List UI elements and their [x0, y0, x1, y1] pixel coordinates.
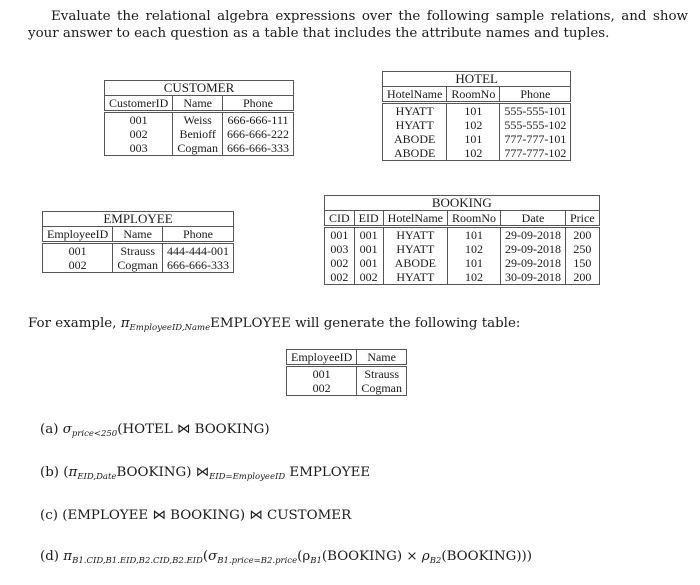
cell: 101	[447, 132, 500, 146]
join-subscript: EID=EmployeeID	[209, 472, 286, 482]
question-b	[40, 465, 370, 482]
cell: ABODE	[383, 256, 447, 270]
intro-paragraph	[28, 8, 688, 42]
table-row	[383, 146, 571, 161]
cell: 002	[287, 381, 357, 396]
booking-title: BOOKING	[325, 196, 600, 211]
cell: Strauss	[113, 243, 163, 259]
cell: 200	[566, 270, 600, 285]
column-header: Phone	[162, 227, 233, 243]
table-row	[287, 381, 407, 396]
table-row	[325, 270, 600, 285]
cell: 666-666-111	[223, 112, 294, 128]
cell: 003	[105, 141, 173, 156]
cell: 555-555-101	[500, 103, 571, 119]
hotel-title: HOTEL	[383, 72, 571, 87]
cell: 29-09-2018	[501, 242, 566, 256]
example-result-table	[286, 349, 407, 396]
table-row	[287, 366, 407, 382]
column-header: HotelName	[383, 87, 447, 103]
projection-subscript: B1.CID,B1.EID,B2.CID,B2.EID	[72, 556, 203, 566]
question-expression-part1: (BOOKING) ×	[321, 549, 422, 564]
projection-symbol: π	[63, 549, 73, 564]
cell: 001	[105, 112, 173, 128]
column-header: EmployeeID	[43, 227, 113, 243]
cell: 102	[447, 270, 500, 285]
cell: HYATT	[383, 270, 447, 285]
rename-symbol-1: (ρ	[297, 549, 311, 564]
table-row	[43, 243, 234, 259]
projection-subscript: EID,Date	[77, 472, 117, 482]
column-header: EmployeeID	[287, 350, 357, 366]
table-row	[325, 256, 600, 270]
open-paren: (	[202, 549, 209, 564]
cell: 666-666-333	[162, 258, 233, 273]
example-prefix: For example,	[28, 316, 121, 331]
join-symbol: ⋈	[195, 465, 210, 480]
table-row	[43, 258, 234, 273]
column-header: Price	[566, 211, 600, 227]
question-a	[40, 422, 270, 439]
cell: Cogman	[173, 141, 223, 156]
cell: Weiss	[173, 112, 223, 128]
cell: Benioff	[173, 127, 223, 141]
column-header: Name	[173, 96, 223, 112]
cell: 002	[354, 270, 383, 285]
cell: 250	[566, 242, 600, 256]
cell: HYATT	[383, 118, 447, 132]
cell: 102	[447, 242, 500, 256]
cell: Cogman	[113, 258, 163, 273]
question-label: (b)	[40, 465, 60, 480]
customer-table	[104, 80, 294, 156]
question-expression: (HOTEL ⋈ BOOKING)	[117, 422, 270, 437]
projection-symbol: π	[68, 465, 78, 480]
projection-subscript: EmployeeID,Name	[129, 323, 211, 333]
cell: 666-666-222	[223, 127, 294, 141]
cell: ABODE	[383, 146, 447, 161]
question-expression-tail: EMPLOYEE	[285, 465, 371, 480]
intro-text: Evaluate the relational algebra expressions over the following sample relations, and show your answer to each question as a table that includes the attribute names and tuples.	[28, 9, 688, 41]
cell: Cogman	[357, 381, 407, 396]
cell: 002	[105, 127, 173, 141]
employee-title: EMPLOYEE	[43, 212, 234, 227]
column-header: CustomerID	[105, 96, 173, 112]
cell: 101	[447, 227, 500, 243]
question-expression-part2: (BOOKING)))	[441, 549, 532, 564]
question-expression: (EMPLOYEE ⋈ BOOKING) ⋈ CUSTOMER	[62, 508, 352, 523]
cell: 102	[447, 118, 500, 132]
cell: 001	[354, 227, 383, 243]
cell: 777-777-102	[500, 146, 571, 161]
cell: 666-666-333	[223, 141, 294, 156]
table-row	[325, 227, 600, 243]
rename-subscript-1: B1	[310, 556, 322, 566]
table-row	[105, 141, 294, 156]
column-header: CID	[325, 211, 355, 227]
cell: 001	[325, 227, 355, 243]
cell: 29-09-2018	[501, 227, 566, 243]
customer-title: CUSTOMER	[105, 81, 294, 96]
cell: HYATT	[383, 227, 447, 243]
question-label: (a)	[40, 422, 59, 437]
selection-subscript: price<250	[71, 429, 118, 439]
cell: 30-09-2018	[501, 270, 566, 285]
table-row	[383, 103, 571, 119]
table-row	[383, 132, 571, 146]
cell: 150	[566, 256, 600, 270]
column-header: Name	[113, 227, 163, 243]
cell: 102	[447, 146, 500, 161]
selection-symbol: σ	[62, 422, 72, 437]
cell: 101	[447, 256, 500, 270]
question-c	[40, 508, 351, 523]
cell: 001	[354, 256, 383, 270]
cell: HYATT	[383, 242, 447, 256]
cell: 777-777-101	[500, 132, 571, 146]
question-d	[40, 549, 532, 566]
column-header: Date	[501, 211, 566, 227]
column-header: Phone	[500, 87, 571, 103]
table-row	[383, 118, 571, 132]
hotel-table	[382, 71, 571, 161]
column-header: RoomNo	[447, 211, 500, 227]
cell: Strauss	[357, 366, 407, 382]
cell: HYATT	[383, 103, 447, 119]
table-row	[105, 127, 294, 141]
column-header: HotelName	[383, 211, 447, 227]
employee-table	[42, 211, 234, 273]
cell: 002	[325, 256, 355, 270]
cell: 29-09-2018	[501, 256, 566, 270]
cell: 555-555-102	[500, 118, 571, 132]
cell: 002	[43, 258, 113, 273]
open-paren: (	[63, 465, 69, 480]
column-header: Phone	[223, 96, 294, 112]
cell: 200	[566, 227, 600, 243]
cell: 101	[447, 103, 500, 119]
cell: ABODE	[383, 132, 447, 146]
rename-symbol-2: ρ	[421, 549, 430, 564]
example-suffix: EMPLOYEE will generate the following table:	[210, 316, 521, 331]
cell: 444-444-001	[162, 243, 233, 259]
rename-subscript-2: B2	[429, 556, 442, 566]
selection-symbol: σ	[208, 549, 218, 564]
question-label: (d)	[40, 549, 60, 564]
cell: 001	[43, 243, 113, 259]
question-expression: BOOKING)	[116, 465, 196, 480]
column-header: Name	[357, 350, 407, 366]
cell: 003	[325, 242, 355, 256]
projection-symbol: π	[120, 316, 130, 331]
question-label: (c)	[40, 508, 58, 523]
table-row	[325, 242, 600, 256]
example-sentence	[28, 316, 520, 333]
column-header: RoomNo	[447, 87, 500, 103]
cell: 001	[354, 242, 383, 256]
booking-table	[324, 195, 600, 285]
cell: 002	[325, 270, 355, 285]
selection-subscript: B1.price=B2.price	[217, 556, 298, 566]
table-row	[105, 112, 294, 128]
cell: 001	[287, 366, 357, 382]
column-header: EID	[354, 211, 383, 227]
